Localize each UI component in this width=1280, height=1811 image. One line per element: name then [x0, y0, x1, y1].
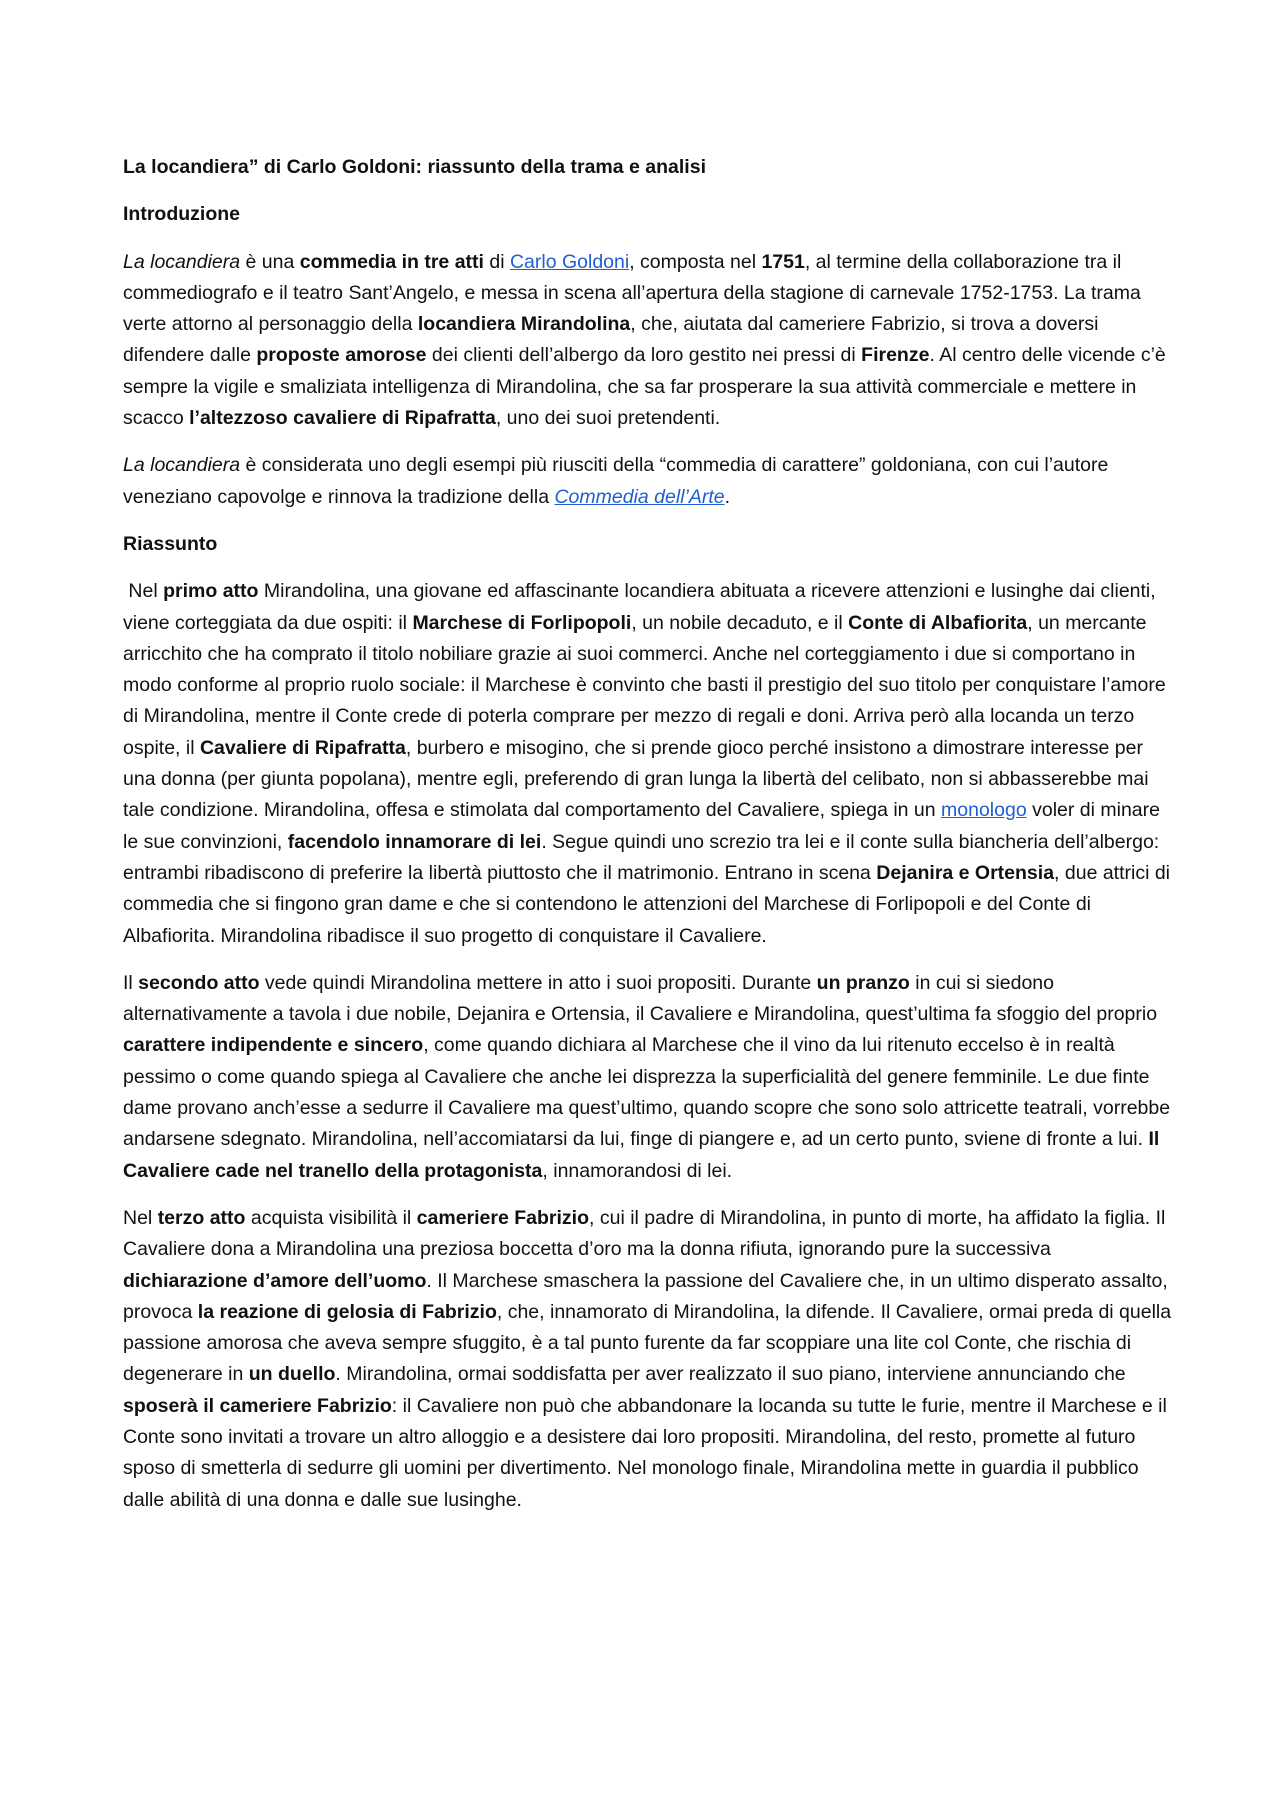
text-run: voler di minare le sue convinzioni,: [123, 799, 1160, 853]
text-run: è considerata uno degli esempi più riusciti della “commedia di carattere” goldoniana, con cui l’autore veneziano capovolge e rinnova la tradizione della: [123, 454, 1109, 508]
bold-run: un duello: [248, 1363, 336, 1386]
intro-paragraph-1: [123, 247, 1173, 435]
text-run: . Mirandolina, ormai soddisfatta per aver realizzato il suo piano, interviene annunciando che: [335, 1363, 1126, 1386]
bold-run: Il Cavaliere cade nel tranello della protagonista: [123, 1128, 1160, 1182]
text-run: , un mercante arricchito che ha comprato il titolo nobiliare grazie ai suoi commerci. Anche nel corteggiamento i due si comportano in modo conforme al proprio ruolo sociale: il Marchese è convinto che basti il prestigio del suo titolo per conquistare l’amore di Mirandolina, mentre il Conte crede di poterla comprare per mezzo di regali e doni. Arriva però alla locanda un terzo ospite, il: [123, 611, 1166, 759]
text-run: , che, aiutata dal cameriere Fabrizio, si trova a doversi difendere dalle: [123, 313, 1099, 367]
text-run: vede quindi Mirandolina mettere in atto i suoi propositi. Durante: [259, 971, 817, 994]
bold-run: locandiera Mirandolina: [417, 313, 631, 336]
document-page: [123, 152, 1173, 1532]
section-heading-introduzione: Introduzione: [123, 203, 240, 226]
text-run: , al termine della collaborazione tra il commediografo e il teatro Sant’Angelo, e messa in scena all’apertura della stagione di carnevale 1752-1753. La trama verte attorno al personaggio della: [123, 250, 1141, 336]
bold-run: cameriere Fabrizio: [416, 1206, 590, 1229]
bold-run: facendolo innamorare di lei: [287, 830, 542, 853]
text-run: Il: [123, 971, 139, 994]
bold-run: primo atto: [163, 580, 259, 603]
bold-run: l’altezzoso cavaliere di Ripafratta: [189, 407, 496, 430]
text-run: . Il Marchese smaschera la passione del Cavaliere che, in un ultimo disperato assalto, provoca: [123, 1269, 1168, 1323]
text-run: Mirandolina, una giovane ed affascinante locandiera abituata a ricevere attenzioni e lusinghe dai clienti, viene corteggiata da due ospiti: il: [123, 580, 1156, 634]
text-run: Nel: [123, 1206, 158, 1229]
text-run: di: [483, 250, 510, 273]
text-run: è una: [240, 250, 300, 273]
bold-run: proposte amorose: [256, 344, 427, 367]
text-run: Nel: [123, 580, 164, 603]
text-run: . Al centro delle vicende c’è sempre la vigile e smaliziata intelligenza di Mirandolina, che sa far prosperare la sua attività commerciale e mettere in scacco: [123, 344, 1166, 430]
bold-run: sposerà il cameriere Fabrizio: [123, 1394, 392, 1417]
text-run: , composta nel: [629, 250, 762, 273]
text-run: , cui il padre di Mirandolina, in punto di morte, ha affidato la figlia. Il Cavaliere dona a Mirandolina una preziosa boccetta d’oro ma la donna rifiuta, ignorando pure la successiva: [123, 1206, 1166, 1261]
italic-work-title: La locandiera: [123, 454, 241, 477]
text-run: , uno dei suoi pretendenti.: [495, 407, 721, 430]
text-run: , un nobile decaduto, e il: [631, 611, 849, 634]
document-title: La locandiera” di Carlo Goldoni: riassunto della trama e analisi: [123, 156, 706, 178]
bold-run: secondo atto: [138, 971, 260, 994]
text-run: dei clienti dell’albergo da loro gestito nei pressi di: [426, 344, 862, 367]
bold-run: Conte di Albafiorita: [848, 611, 1028, 634]
bold-run: Firenze: [861, 344, 930, 367]
text-run: .: [724, 485, 731, 508]
text-run: , due attrici di commedia che si fingono gran dame e che si contendono le attenzioni del Marchese di Forlipopoli e del Conte di Albafiorita. Mirandolina ribadisce il suo progetto di conquistare il Cavaliere.: [123, 861, 1171, 947]
bold-run: commedia in tre atti: [299, 250, 484, 273]
text-run: : il Cavaliere non può che abbandonare la locanda su tutte le furie, mentre il Marchese e il Conte sono invitati a trovare un altro alloggio e a desistere dai loro propositi. Mirandolina, del resto, promette al futuro sposo di smetterla di sedurre gli uomini per divertimento. Nel monologo finale, Mirandolina mette in guardia il pubblico dalle abilità di una donna e dalle sue lusinghe.: [123, 1394, 1167, 1511]
bold-run: terzo atto: [157, 1206, 246, 1229]
bold-run: un pranzo: [816, 971, 910, 994]
bold-run: carattere indipendente e sincero: [123, 1034, 424, 1057]
link-monologo[interactable]: monologo: [941, 799, 1027, 822]
text-run: . Segue quindi uno screzio tra lei e il conte sulla biancheria dell’albergo: entrambi ribadiscono di preferire la libertà piuttosto che il matrimonio. Entrano in scena: [123, 830, 1160, 884]
bold-run: dichiarazione d’amore dell’uomo: [123, 1269, 427, 1292]
italic-work-title: La locandiera: [123, 250, 241, 273]
text-run: , burbero e misogino, che si prende gioco perché insistono a dimostrare interesse per una donna (per giunta popolana), mentre egli, preferendo di gran lunga la libertà del celibato, non si abbasserebbe mai tale condizione. Mirandolina, offesa e stimolata dal comportamento del Cavaliere, spiega in un: [123, 736, 1149, 822]
bold-run: Marchese di Forlipopoli: [412, 611, 632, 634]
summary-paragraph-secondo-atto: [123, 968, 1173, 1187]
text-run: , che, innamorato di Mirandolina, la difende. Il Cavaliere, ormai preda di quella passione amorosa che aveva sempre sfuggito, è a tal punto furente da far scoppiare una lite col Conte, che rischia di degenerare in: [123, 1300, 1172, 1386]
bold-run: Cavaliere di Ripafratta: [199, 736, 406, 759]
text-run: , innamorandosi di lei.: [542, 1159, 733, 1182]
bold-run: Dejanira e Ortensia: [876, 861, 1055, 884]
text-run: acquista visibilità il: [245, 1206, 417, 1229]
bold-run: 1751: [761, 250, 805, 273]
text-run: , come quando dichiara al Marchese che il vino da lui ritenuto eccelso è in realtà pessimo o come quando spiega al Cavaliere che anche lei disprezza la superficialità del genere femminile. Le due finte dame provano anch’esse a sedurre il Cavaliere ma quest’ultimo, quando scopre che sono solo attricette teatrali, vorrebbe andarsene sdegnato. Mirandolina, nell’accomiatarsi da lui, finge di piangere e, ad un certo punto, sviene di fronte a lui.: [123, 1034, 1171, 1151]
link-commedia-dell-arte[interactable]: Commedia dell’Arte: [554, 485, 725, 508]
section-heading-riassunto: Riassunto: [123, 532, 218, 555]
link-carlo-goldoni[interactable]: Carlo Goldoni: [509, 250, 630, 273]
intro-paragraph-2: [123, 450, 1173, 513]
bold-run: la reazione di gelosia di Fabrizio: [197, 1300, 497, 1323]
text-run: in cui si siedono alternativamente a tavola i due nobile, Dejanira e Ortensia, il Cavaliere e Mirandolina, quest’ultima fa sfoggio del proprio: [123, 971, 1158, 1026]
summary-paragraph-terzo-atto: [123, 1203, 1173, 1516]
summary-paragraph-primo-atto: [123, 576, 1173, 952]
